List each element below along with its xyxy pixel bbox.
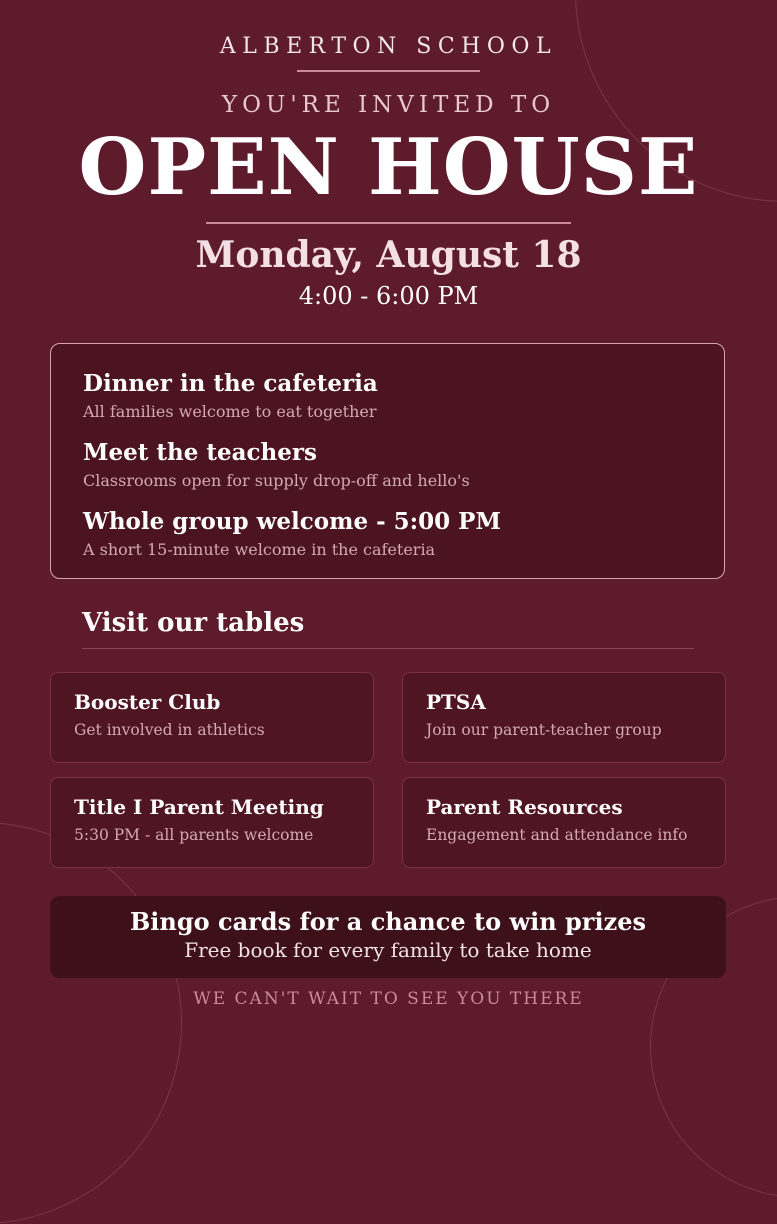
agenda-item-description: All families welcome to eat together: [83, 402, 377, 421]
table-card-description: 5:30 PM - all parents welcome: [74, 826, 314, 844]
table-card-parent-resources: [402, 777, 726, 868]
tables-divider: [82, 648, 694, 649]
table-card-ptsa: [402, 672, 726, 763]
table-card-title: Title I Parent Meeting: [74, 795, 324, 819]
agenda-item-title: Dinner in the cafeteria: [83, 370, 378, 397]
table-card-title: Parent Resources: [426, 795, 623, 819]
invite-line: YOU'RE INVITED TO: [221, 92, 556, 118]
table-card-booster-club: [50, 672, 374, 763]
school-name: ALBERTON SCHOOL: [219, 34, 558, 59]
table-card-description: Join our parent-teacher group: [426, 721, 662, 739]
header-divider: [297, 70, 480, 72]
prize-banner: [50, 896, 726, 978]
agenda-item-title: Meet the teachers: [83, 439, 317, 466]
table-card-title: Booster Club: [74, 690, 221, 714]
table-card-title: PTSA: [426, 690, 486, 714]
agenda-item-description: Classrooms open for supply drop-off and hello's: [83, 471, 470, 490]
agenda-item: [83, 370, 378, 423]
event-date: Monday, August 18: [195, 234, 582, 276]
table-card-title-i: [50, 777, 374, 868]
decorative-circle: [0, 822, 182, 1224]
agenda-item-description: A short 15-minute welcome in the cafeteria: [83, 540, 436, 559]
agenda-item: [83, 508, 501, 561]
table-card-description: Get involved in athletics: [74, 721, 265, 739]
agenda-item: [83, 439, 470, 492]
prize-title: Bingo cards for a chance to win prizes: [130, 907, 646, 936]
event-time: 4:00 - 6:00 PM: [298, 282, 479, 310]
table-card-description: Engagement and attendance info: [426, 826, 688, 844]
agenda-item-title: Whole group welcome - 5:00 PM: [83, 508, 501, 535]
event-title: OPEN HOUSE: [78, 122, 699, 213]
closing-line: WE CAN'T WAIT TO SEE YOU THERE: [193, 989, 584, 1009]
prize-subtitle: Free book for every family to take home: [184, 938, 592, 962]
tables-heading: Visit our tables: [82, 608, 305, 638]
agenda-panel: [50, 343, 725, 579]
title-divider: [206, 222, 571, 224]
